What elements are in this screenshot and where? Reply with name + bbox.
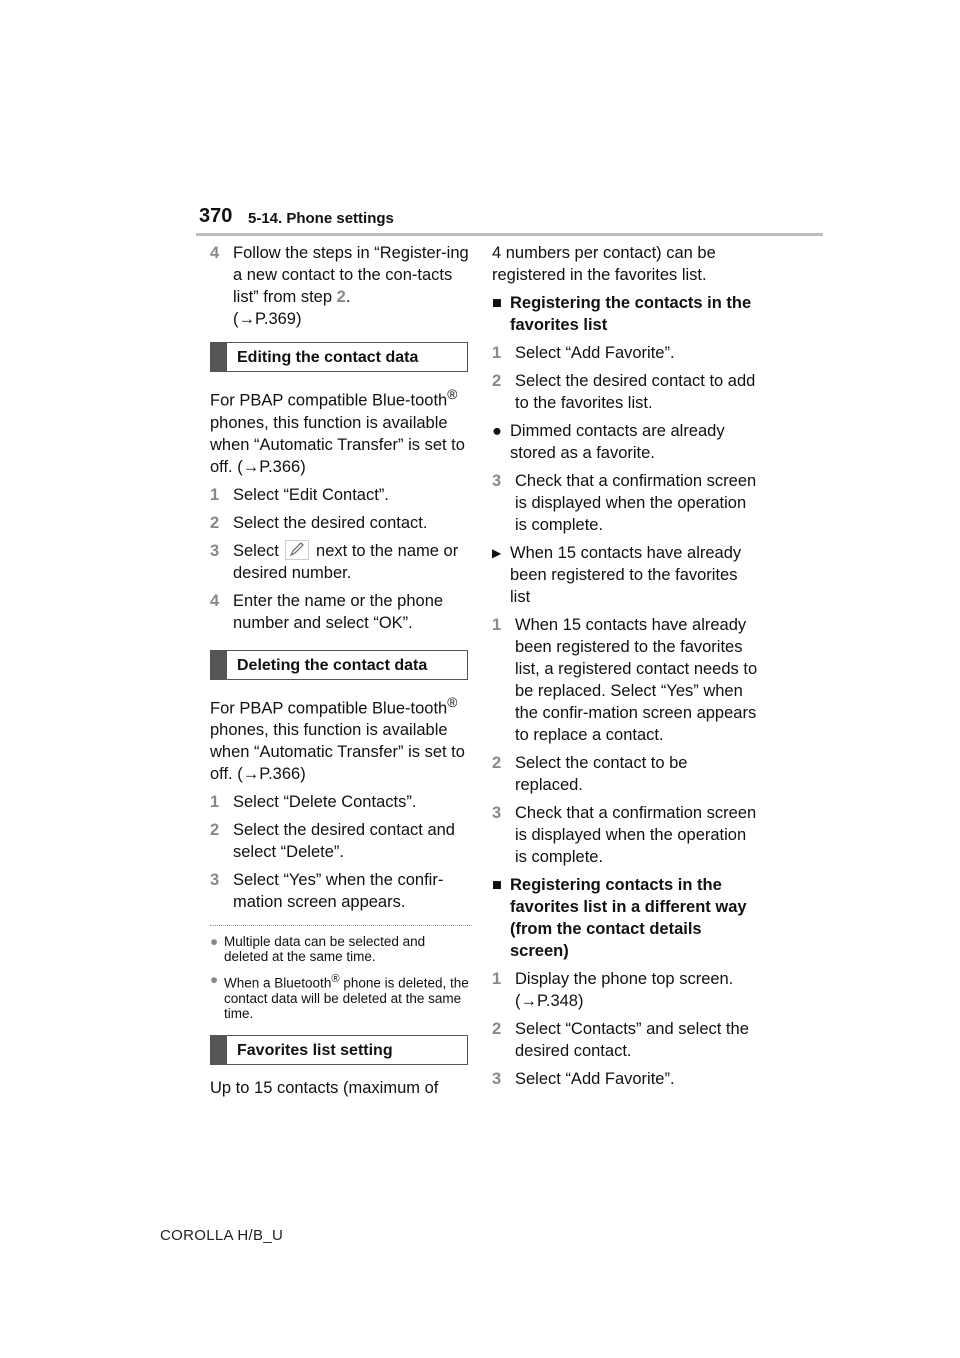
heading-bar	[211, 1036, 227, 1064]
square-bullet-icon: ■	[492, 876, 502, 894]
heading-bar	[211, 651, 227, 679]
step-item: 3 Select “Add Favorite”.	[492, 1070, 675, 1088]
step-item: 2 Select the desired contact and select “Delete”.	[210, 821, 455, 861]
step-item: 3 Check that a confirmation screen is displayed when the operation is complete.	[492, 472, 757, 534]
page-reference[interactable]: (→P.369)	[233, 310, 302, 328]
step-item: 3 Check that a confirmation screen is displayed when the operation is complete.	[492, 804, 757, 866]
step-item: 1 Display the phone top screen. (→P.348)	[492, 970, 734, 1010]
page-number: 370	[199, 205, 233, 227]
editing-description: For PBAP compatible Blue-tooth® phones, this function is available when “Automatic Transfer” is set to off. (→P.366)	[210, 387, 465, 476]
step-item: 2 Select the contact to be replaced.	[492, 754, 688, 794]
step-item: 4 Follow the steps in “Register-ing a new contact to the con-tacts list” from step 2. (→P.369)	[210, 244, 469, 328]
heading-bar	[211, 343, 227, 371]
pencil-icon	[285, 540, 309, 560]
triangle-bullet-icon: ▶	[492, 546, 502, 560]
deleting-description: For PBAP compatible Blue-tooth® phones, this function is available when “Automatic Transfer” is set to off. (→P.366)	[210, 694, 465, 783]
note-item: ● Multiple data can be selected and deleted at the same time.	[210, 934, 426, 964]
triangle-subheading: ▶ When 15 contacts have already been registered to the favorites list	[492, 544, 742, 606]
bullet-icon: ●	[492, 422, 502, 440]
step-item: 2 Select the desired contact to add to the favorites list.	[492, 372, 756, 412]
step-item: 1 Select “Delete Contacts”.	[210, 793, 417, 811]
note-item: ● When a Bluetooth® phone is deleted, the contact data will be deleted at the same time.	[210, 972, 469, 1021]
step-item: 4 Enter the name or the phone number and select “OK”.	[210, 591, 444, 632]
header-rule	[196, 233, 823, 236]
favorites-intro: 4 numbers per contact) can be registered in the favorites list.	[492, 244, 716, 284]
subheading: ■ Registering contacts in the favorites list in a different way (from the contact details screen)	[492, 876, 747, 960]
step-item: 2 Select “Contacts” and select the desired contact.	[492, 1020, 749, 1060]
square-bullet-icon: ■	[492, 294, 502, 312]
section-title: 5-14. Phone settings	[248, 210, 394, 227]
step-item: 1 Select “Add Favorite”.	[492, 344, 675, 362]
footer-model: COROLLA H/B_U	[160, 1227, 284, 1244]
left-column	[210, 242, 472, 1105]
section-heading-favorites: Favorites list setting	[210, 1035, 468, 1065]
step-item: 2 Select the desired contact.	[210, 513, 428, 532]
subheading: ■ Registering the contacts in the favorites list	[492, 294, 752, 334]
bullet-icon: ●	[210, 972, 219, 987]
section-heading-deleting: Deleting the contact data	[210, 650, 468, 680]
step-item: 1 When 15 contacts have already been registered to the favorites list, a registered contact needs to be replaced. Select “Yes” when the confir-mation screen appears to replace a contact.	[492, 616, 758, 744]
step-item: 3 Select “Yes” when the confir-mation screen appears.	[210, 871, 444, 911]
section-heading-editing: Editing the contact data	[210, 342, 468, 372]
bullet-note: ● Dimmed contacts are already stored as a favorite.	[492, 422, 725, 462]
notes-box	[210, 925, 472, 1021]
step-item: 1 Select “Edit Contact”.	[210, 485, 389, 504]
bullet-icon: ●	[210, 934, 219, 949]
favorites-description: Up to 15 contacts (maximum of	[210, 1078, 439, 1097]
step-item: 3 Select next to the name or desired number.	[210, 541, 459, 582]
right-column	[492, 242, 758, 1096]
